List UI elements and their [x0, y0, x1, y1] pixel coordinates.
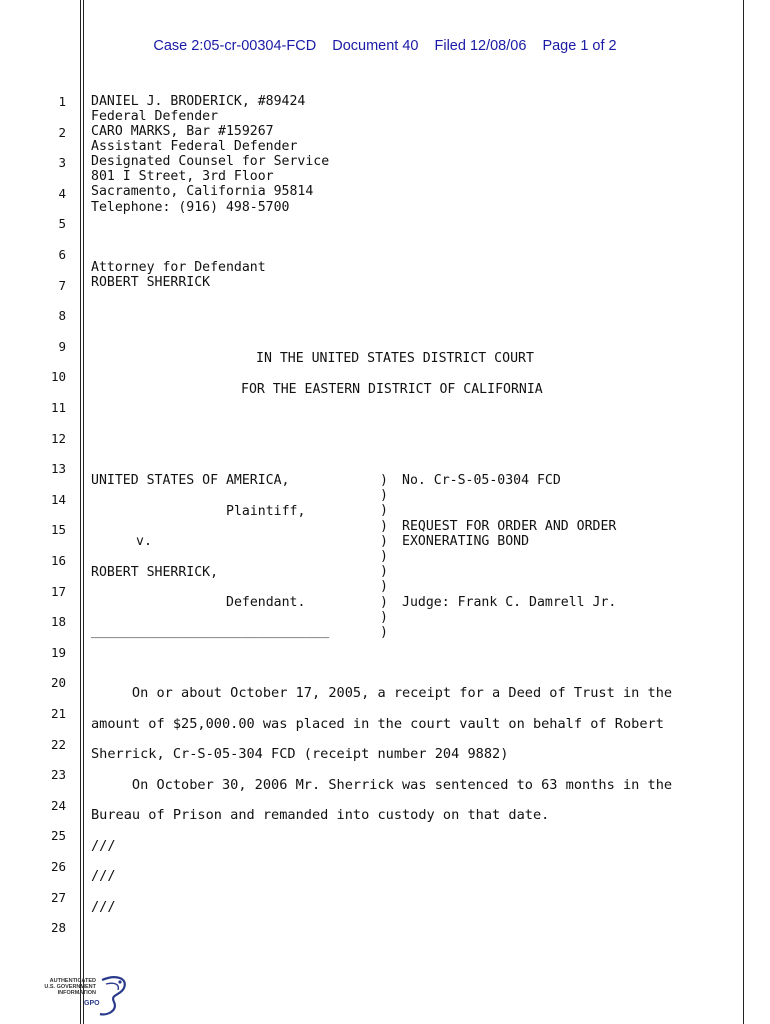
- filed-date: Filed 12/08/06: [434, 38, 527, 54]
- body-paragraph-line: Bureau of Prison and remanded into custody on that date.: [91, 807, 550, 823]
- line-number: 19: [50, 644, 66, 660]
- line-number: 2: [58, 124, 66, 140]
- continuation-mark: ///: [91, 899, 116, 915]
- line-number: 11: [50, 400, 66, 415]
- document-title-line2: EXONERATING BOND: [402, 534, 530, 549]
- gpo-authentication-seal: [44, 972, 134, 1018]
- counsel-line: DANIEL J. BRODERICK, #89424: [91, 94, 306, 109]
- counsel-line: 801 I Street, 3rd Floor: [91, 169, 274, 184]
- line-number: 17: [50, 583, 66, 599]
- caption-divider: ) ) ) ) ) ) ) ) ) ) ): [380, 473, 388, 641]
- line-number: 14: [50, 491, 66, 507]
- seal-gpo: GPO: [84, 1000, 100, 1007]
- attorney-for-label: Attorney for Defendant: [91, 260, 266, 275]
- line-number: 8: [58, 308, 66, 324]
- line-number: 13: [50, 461, 66, 477]
- court-district: FOR THE EASTERN DISTRICT OF CALIFORNIA: [241, 382, 543, 397]
- counsel-line: CARO MARKS, Bar #159267: [91, 124, 274, 139]
- line-number: 26: [50, 859, 66, 874]
- defendant-role: Defendant.: [226, 595, 306, 610]
- continuation-mark: ///: [91, 838, 116, 854]
- case-number-caption: No. Cr-S-05-0304 FCD: [402, 473, 561, 488]
- plaintiff-name: UNITED STATES OF AMERICA,: [91, 473, 290, 488]
- line-number: 20: [50, 675, 66, 691]
- caption-underline: ______________________________: [91, 624, 330, 639]
- case-number: Case 2:05-cr-00304-FCD: [153, 38, 317, 54]
- line-number: 12: [50, 430, 66, 446]
- right-margin-rule: [743, 0, 744, 1024]
- line-number: 3: [58, 155, 66, 171]
- line-number: 6: [58, 247, 66, 262]
- left-margin-rule: [80, 0, 81, 1024]
- counsel-line: Telephone: (916) 498-5700: [91, 200, 290, 215]
- judge-name: Judge: Frank C. Damrell Jr.: [402, 595, 617, 610]
- line-number: 25: [50, 828, 66, 844]
- versus: v.: [136, 534, 152, 549]
- court-name: IN THE UNITED STATES DISTRICT COURT: [256, 351, 534, 366]
- body-paragraph-line: On October 30, 2006 Mr. Sherrick was sentenced to 63 months in the: [91, 777, 673, 793]
- line-number: 27: [50, 889, 66, 905]
- line-number: 15: [50, 522, 66, 538]
- plaintiff-role: Plaintiff,: [226, 504, 306, 519]
- filing-header: [0, 38, 770, 54]
- line-number: 5: [58, 216, 66, 232]
- line-number: 22: [50, 736, 66, 752]
- line-number: 7: [58, 277, 66, 293]
- line-number: 9: [58, 338, 66, 354]
- attorney-for-client: ROBERT SHERRICK: [91, 275, 211, 290]
- line-number: 4: [58, 185, 66, 201]
- body-paragraph-line: Sherrick, Cr-S-05-304 FCD (receipt number 204 9882): [91, 746, 509, 762]
- document-title-line1: REQUEST FOR ORDER AND ORDER: [402, 519, 617, 534]
- line-number: 1: [58, 94, 66, 109]
- counsel-line: Federal Defender: [91, 109, 219, 124]
- line-number: 24: [50, 797, 66, 813]
- counsel-line: Sacramento, California 95814: [91, 184, 314, 199]
- document-number: Document 40: [332, 38, 419, 54]
- defendant-name: ROBERT SHERRICK,: [91, 565, 219, 580]
- page-indicator: Page 1 of 2: [542, 38, 617, 54]
- line-number: 16: [50, 553, 66, 568]
- left-margin-rule-inner: [83, 0, 84, 1024]
- body-paragraph-line: amount of $25,000.00 was placed in the court vault on behalf of Robert: [91, 716, 664, 732]
- continuation-mark: ///: [91, 868, 116, 884]
- line-number: 18: [50, 614, 66, 630]
- line-number: 28: [50, 920, 66, 936]
- counsel-line: Assistant Federal Defender: [91, 139, 298, 154]
- counsel-line: Designated Counsel for Service: [91, 154, 330, 169]
- seal-text: AUTHENTICATED U.S. GOVERNMENT INFORMATION: [44, 978, 96, 996]
- line-number: 23: [50, 767, 66, 783]
- line-number: 21: [50, 706, 66, 721]
- body-paragraph-line: On or about October 17, 2005, a receipt for a Deed of Trust in the: [91, 685, 673, 701]
- line-number: 10: [50, 369, 66, 385]
